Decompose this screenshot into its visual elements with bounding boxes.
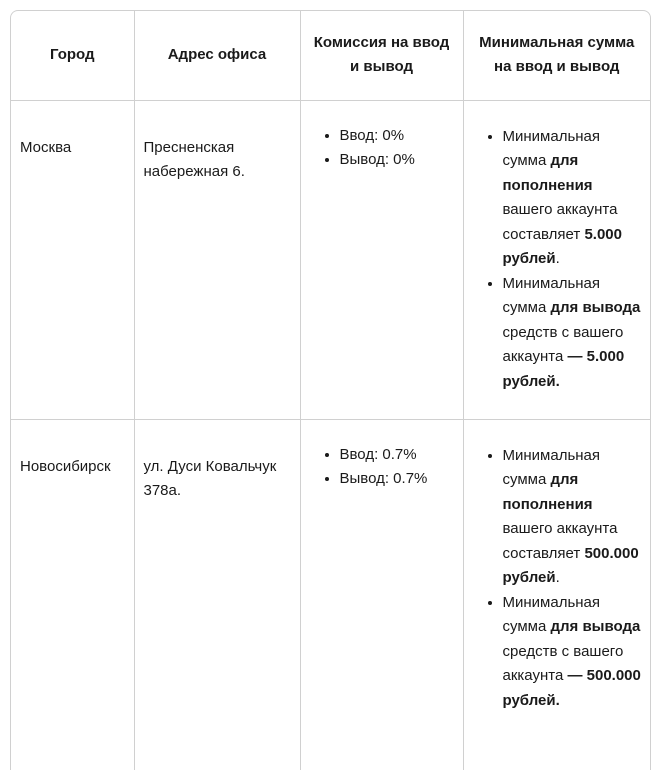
min-deposit-text-1: Минимальная сумма [502,127,601,169]
offices-table [10,10,651,770]
min-withdraw-bold-1: для вывода [550,299,641,316]
min-deposit-text-3: . [555,569,560,586]
minimum-list [473,125,643,395]
min-withdraw-text-2: средств с вашего аккаунта [502,323,624,365]
min-withdraw-amount: — 500.000 рублей. [502,667,641,709]
table-row [11,419,650,770]
address-cell: Пресненская набережная 6. [134,100,300,419]
min-deposit-text-2: вашего аккаунта составляет [502,201,618,243]
table-row [11,100,650,419]
min-withdraw-text-1: Минимальная сумма [502,593,601,635]
minimum-cell [463,100,650,419]
min-withdraw-amount: — 5.000 рублей. [502,348,625,390]
min-deposit [503,444,643,591]
commission-list [310,124,455,173]
city-cell: Москва [11,100,134,419]
min-deposit-text-2: вашего аккаунта составляет [502,520,618,562]
min-deposit-amount: 5.000 рублей [502,225,622,267]
header-address: Адрес офиса [134,11,300,100]
commission-cell [300,100,463,419]
address-cell: ул. Дуси Ковальчук 378а. [134,419,300,770]
commission-in: • Ввод: 0.7% [340,443,455,468]
min-deposit-bold-1: для пополнения [502,471,593,513]
header-row [11,11,650,100]
min-deposit [503,125,643,272]
min-withdraw-bold-1: для вывода [550,618,641,635]
min-withdraw [503,591,643,714]
commission-out: • Вывод: 0.7% [340,467,455,492]
commission-in: • Ввод: 0% [340,124,455,149]
city-cell: Новосибирск [11,419,134,770]
min-withdraw-text-1: Минимальная сумма [502,274,601,316]
min-deposit-bold-1: для пополнения [502,152,593,194]
commission-out: • Вывод: 0% [340,148,455,173]
header-commission: Комиссия на ввод и вывод [300,11,463,100]
min-withdraw-text-2: средств с вашего аккаунта [502,642,624,684]
minimum-list [473,444,643,714]
commission-cell [300,419,463,770]
commission-list [310,443,455,492]
table-header [11,11,650,100]
header-minimum: Минимальная сумма на ввод и вывод [463,11,650,100]
offices-table-grid [11,11,650,770]
min-deposit-text-1: Минимальная сумма [502,446,601,488]
min-withdraw [503,272,643,395]
min-deposit-amount: 500.000 рублей [502,544,639,586]
minimum-cell [463,419,650,770]
header-city: Город [11,11,134,100]
min-deposit-text-3: . [555,250,560,267]
